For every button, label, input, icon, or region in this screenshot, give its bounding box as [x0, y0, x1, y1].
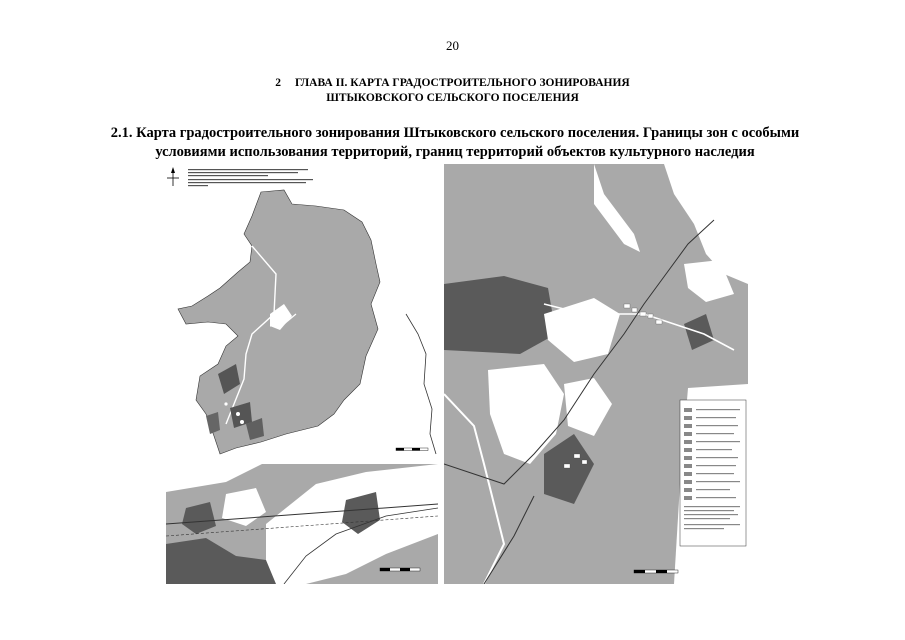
chapter-heading-line-1: [0, 76, 905, 91]
scale-bar: [396, 448, 428, 451]
settlement-detail-panel: [444, 164, 748, 584]
section-heading: [60, 124, 850, 162]
chapter-heading: [0, 76, 905, 106]
overview-map-panel: [166, 164, 438, 462]
chapter-title-line-2: ШТЫКОВСКОГО СЕЛЬСКОГО ПОСЕЛЕНИЯ: [326, 92, 579, 104]
section-title-line-1: 2.1. Карта градостроительного зонирования Штыковского сельского поселения. Границы зон с особыми: [110, 125, 800, 141]
zoning-map-figure: [166, 164, 748, 584]
settlement-detail-map: [444, 164, 748, 584]
chapter-title-line-1: ГЛАВА II. КАРТА ГРАДОСТРОИТЕЛЬНОГО ЗОНИРОВАНИЯ: [295, 77, 630, 89]
village-detail-panel: [166, 464, 438, 584]
page-number: 20: [446, 38, 459, 53]
detail-scale-bar: [634, 570, 678, 573]
map-legend: [680, 400, 746, 546]
chapter-number: 2: [275, 77, 282, 89]
village-detail-map: [166, 464, 438, 584]
section-title-line-2: условиями использования территорий, границ территорий объектов культурного наследия: [155, 144, 755, 160]
overview-map: [166, 164, 438, 462]
